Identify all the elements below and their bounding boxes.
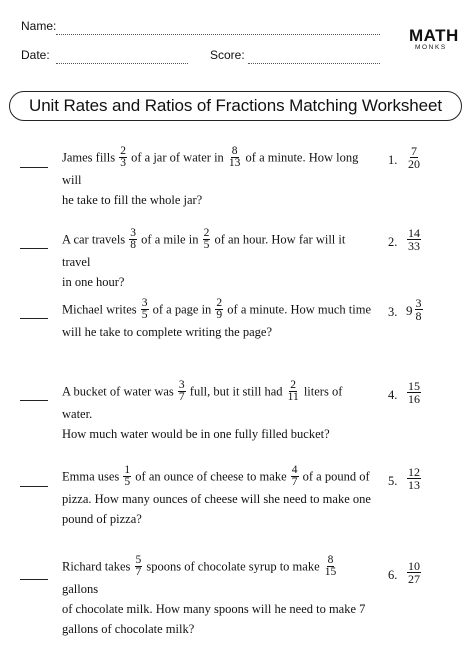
answer-fraction <box>407 380 421 405</box>
answer-number: 1. <box>388 153 398 167</box>
numerator: 8 <box>327 554 334 566</box>
numerator: 3 <box>130 227 137 239</box>
date-field[interactable] <box>56 63 188 64</box>
answer-choice <box>406 467 422 492</box>
fraction <box>291 465 299 488</box>
question-text-line2: will he take to complete writing the page? <box>62 325 272 339</box>
numerator: 2 <box>216 297 223 309</box>
answer-fraction <box>407 227 421 252</box>
denominator: 9 <box>216 309 223 321</box>
question-text-mid: full, but it still had <box>189 384 283 399</box>
question-text <box>62 556 374 639</box>
name-label: Name: <box>21 19 57 33</box>
numerator: 5 <box>135 554 142 566</box>
question-text-start: A bucket of water was <box>62 384 174 399</box>
date-label: Date: <box>21 48 50 62</box>
denominator: 13 <box>408 478 420 492</box>
fraction <box>135 555 143 578</box>
score-field[interactable] <box>248 63 380 64</box>
question-text-end: of an hour. How far will it travel <box>62 232 346 269</box>
answer-number: 4. <box>388 388 398 402</box>
question-text <box>62 229 374 292</box>
fraction <box>129 228 137 251</box>
question-text-mid: of a mile in <box>141 232 199 247</box>
denominator: 20 <box>408 157 420 171</box>
question-text-end: of a minute. How much time <box>227 302 372 317</box>
worksheet-title: Unit Rates and Ratios of Fractions Matching Worksheet <box>9 91 462 121</box>
question-text-start: Emma uses <box>62 469 120 484</box>
numerator: 12 <box>408 465 420 479</box>
question-text <box>62 299 374 342</box>
numerator: 3 <box>415 296 422 310</box>
question-text-start: James fills <box>62 150 116 165</box>
answer-choice <box>406 381 422 406</box>
answer-number: 5. <box>388 474 398 488</box>
question-text-line3: gallons of chocolate milk? <box>62 622 195 636</box>
numerator: 7 <box>411 144 417 158</box>
question-text-mid: of a page in <box>152 302 212 317</box>
question-text <box>62 381 374 444</box>
numerator: 2 <box>120 145 126 157</box>
question-text <box>62 147 374 210</box>
answer-number: 3. <box>388 305 398 319</box>
fraction <box>287 380 300 403</box>
answer-blank[interactable] <box>20 248 48 249</box>
question-text-line2: How much water would be in one fully filled bucket? <box>62 427 330 441</box>
denominator: 7 <box>178 391 185 403</box>
denominator: 11 <box>287 391 299 403</box>
denominator: 15 <box>324 566 337 578</box>
numerator: 4 <box>291 464 298 476</box>
logo-text: MATH <box>409 26 459 45</box>
fraction <box>141 298 149 321</box>
fraction <box>178 380 186 403</box>
numerator: 8 <box>231 145 238 157</box>
denominator: 5 <box>203 239 210 251</box>
answer-blank[interactable] <box>20 579 48 580</box>
numerator: 15 <box>408 379 420 393</box>
denominator: 27 <box>408 572 420 586</box>
answer-fraction <box>407 560 421 585</box>
numerator: 2 <box>203 227 210 239</box>
question-text-end: of a pound of <box>302 469 370 484</box>
question-text-mid: of an ounce of cheese to make <box>135 469 287 484</box>
question-text-line2: in one hour? <box>62 275 125 289</box>
answer-blank[interactable] <box>20 167 48 168</box>
answer-choice <box>406 146 422 171</box>
denominator: 5 <box>124 476 131 488</box>
denominator: 5 <box>141 309 148 321</box>
answer-fraction <box>407 145 421 170</box>
score-label: Score: <box>210 48 245 62</box>
question-text <box>62 466 374 529</box>
math-monks-logo <box>409 27 465 51</box>
answer-choice <box>406 228 422 253</box>
answer-number: 6. <box>388 568 398 582</box>
answer-number: 2. <box>388 235 398 249</box>
numerator: 1 <box>124 464 131 476</box>
numerator: 3 <box>178 379 185 391</box>
question-text-line3: pound of pizza? <box>62 512 142 526</box>
numerator: 2 <box>290 379 297 391</box>
fraction <box>119 146 127 169</box>
denominator: 16 <box>408 392 420 406</box>
question-text-start: Michael writes <box>62 302 137 317</box>
question-text-end: of a minute. How long will <box>62 150 359 187</box>
denominator: 3 <box>120 157 126 169</box>
question-text-line2: of chocolate milk. How many spoons will he need to make 7 <box>62 602 366 616</box>
answer-fraction <box>415 297 423 322</box>
logo-subtext: MONKS <box>415 44 447 51</box>
numerator: 3 <box>141 297 148 309</box>
denominator: 7 <box>135 566 142 578</box>
denominator: 33 <box>408 239 420 253</box>
question-text-line2: he take to fill the whole jar? <box>62 193 203 207</box>
question-text-mid: of a jar of water in <box>131 150 224 165</box>
name-field[interactable] <box>56 34 380 35</box>
numerator: 14 <box>408 226 420 240</box>
answer-fraction <box>407 466 421 491</box>
answer-choice <box>406 298 424 323</box>
fraction <box>228 146 242 169</box>
denominator: 8 <box>130 239 137 251</box>
answer-choice <box>406 561 422 586</box>
question-text-end: gallons <box>62 582 99 596</box>
fraction <box>203 228 211 251</box>
denominator: 8 <box>415 309 422 323</box>
question-text-line2: pizza. How many ounces of cheese will she need to make one <box>62 492 371 506</box>
fraction <box>324 555 338 578</box>
denominator: 7 <box>291 476 298 488</box>
denominator: 13 <box>228 157 241 169</box>
fraction <box>215 298 223 321</box>
answer-blank[interactable] <box>20 486 48 487</box>
question-text-start: A car travels <box>62 232 126 247</box>
numerator: 10 <box>408 559 420 573</box>
answer-whole: 9 <box>406 302 413 318</box>
fraction <box>123 465 131 488</box>
question-text-mid: spoons of chocolate syrup to make <box>146 559 320 574</box>
question-text-end: liters of water. <box>62 384 343 421</box>
answer-blank[interactable] <box>20 318 48 319</box>
answer-blank[interactable] <box>20 400 48 401</box>
question-text-start: Richard takes <box>62 559 131 574</box>
